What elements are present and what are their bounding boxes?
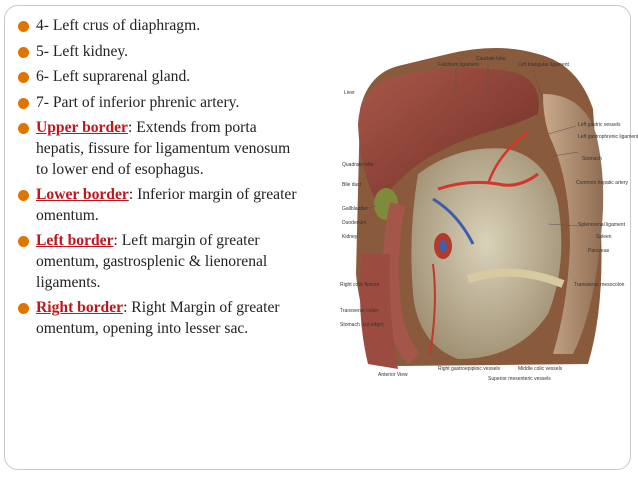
- bullet-text: Right Margin of greater omentum, opening into lesser sac.: [36, 299, 280, 337]
- bullet-item: [16, 185, 298, 226]
- bullet-text: Extends from porta hepatis, fissure for ligamentum venosum to lower end of esophagus.: [36, 119, 291, 178]
- label-transverse-mesocolon: Transverse mesocolon: [574, 282, 625, 288]
- label-common-hepatic: Common hepatic artery: [576, 180, 628, 186]
- label-stomach: Stomach: [582, 156, 602, 162]
- bullet-dot-icon: [18, 98, 29, 109]
- suprarenal-gland: [439, 240, 447, 252]
- bullet-dot-icon: [18, 47, 29, 58]
- label-splenorenal: Splenorenal ligament: [578, 222, 625, 228]
- label-liver: Liver: [344, 90, 355, 96]
- bullet-keyword: Right border: [36, 299, 124, 317]
- bullet-dot-icon: [18, 236, 29, 247]
- bullet-separator: :: [113, 232, 118, 250]
- bullet-item: [16, 67, 298, 88]
- bullet-separator: :: [123, 299, 128, 317]
- bullet-text: Left margin of greater omentum, gastrosplenic & lienorenal ligaments.: [36, 232, 268, 291]
- bullet-text: 4- Left crus of diaphragm.: [36, 17, 201, 34]
- bullet-separator: :: [127, 119, 133, 137]
- label-left-gastric: Left gastric vessels: [578, 122, 621, 128]
- bullet-list: [16, 16, 298, 344]
- bullet-keyword: Upper border: [36, 119, 128, 137]
- bullet-dot-icon: [18, 123, 29, 134]
- bullet-dot-icon: [18, 303, 29, 314]
- bullet-item: [16, 93, 298, 114]
- bullet-separator: :: [128, 186, 134, 204]
- bullet-dot-icon: [18, 21, 29, 32]
- label-gastrophrenic: Left gastrophrenic ligament: [578, 134, 638, 140]
- bullet-text: Inferior margin of greater omentum.: [36, 186, 297, 224]
- bullet-dot-icon: [18, 72, 29, 83]
- bullet-item: [16, 16, 298, 37]
- label-right-gastroepiploic: Right gastroepiploic vessels: [438, 366, 500, 372]
- bullet-item: [16, 118, 298, 180]
- label-spleen: Spleen: [596, 234, 612, 240]
- label-quadrate: Quadrate lobe: [342, 162, 374, 168]
- bullet-dot-icon: [18, 190, 29, 201]
- label-kidney: Kidney: [342, 234, 358, 240]
- label-gallbladder: Gallbladder: [342, 206, 368, 212]
- label-right-colic-flexure: Right colic flexure: [340, 282, 380, 288]
- label-bile-duct: Bile duct: [342, 182, 362, 188]
- label-transverse-colon: Transverse colon: [340, 308, 379, 314]
- label-left-triangular: Left triangular ligament: [518, 62, 569, 68]
- label-pancreas: Pancreas: [588, 248, 610, 254]
- label-anterior-view: Anterior View: [378, 372, 408, 378]
- bullet-item: [16, 42, 298, 63]
- label-falciform: Falciform ligament: [438, 62, 479, 68]
- bullet-keyword: Left border: [36, 232, 114, 250]
- anatomy-illustration: [338, 14, 638, 386]
- bullet-text: 6- Left suprarenal gland.: [36, 68, 191, 86]
- label-superior-mesenteric: Superior mesenteric vessels: [488, 376, 551, 382]
- bullet-text: 5- Left kidney.: [36, 42, 129, 60]
- label-middle-colic: Middle colic vessels: [518, 366, 563, 372]
- bullet-keyword: Lower border: [36, 186, 129, 204]
- label-caudate: Caudate lobe: [476, 56, 506, 62]
- label-duodenum: Duodenum: [342, 220, 367, 226]
- bullet-text: 7- Part of inferior phrenic artery.: [36, 93, 240, 111]
- bullet-item: [16, 298, 298, 339]
- bullet-item: [16, 231, 298, 293]
- label-stomach-cut: Stomach (cut edge): [340, 322, 384, 328]
